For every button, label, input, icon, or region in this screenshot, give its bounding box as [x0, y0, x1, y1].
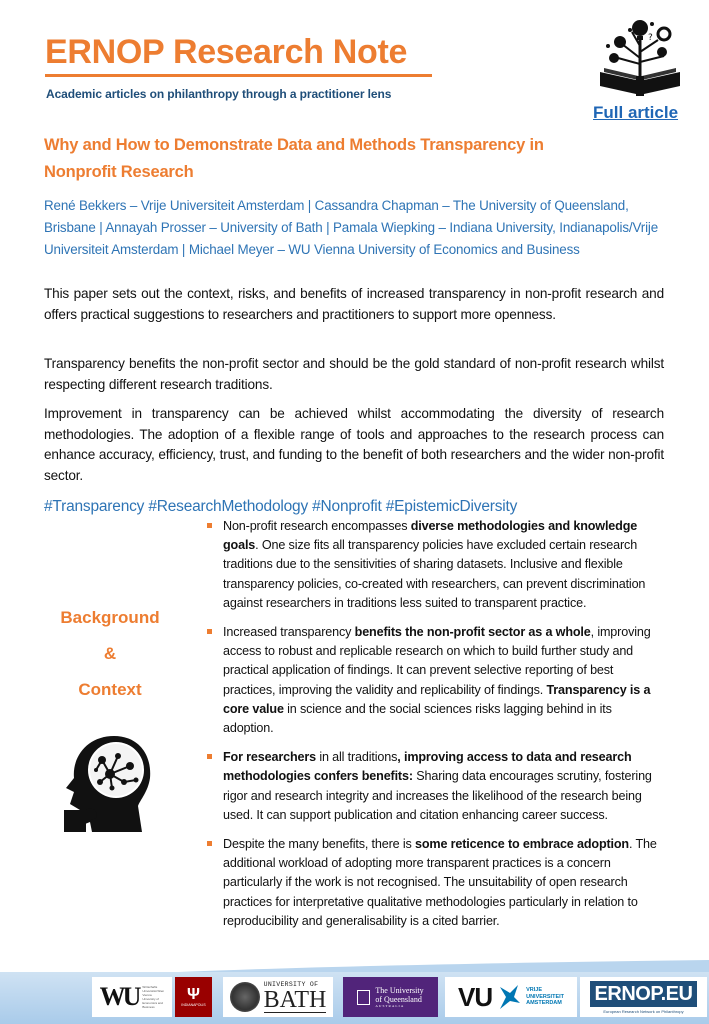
full-article-link[interactable]: Full article	[593, 103, 679, 122]
article-authors: René Bekkers – Vrije Universiteit Amsterdam | Cassandra Chapman – The University of Queensland, Brisbane | Annayah Prosser – University of Bath | Pamala Wiepking – Indiana University, Indianapolis/Vrije Universiteit Amsterdam | Michael Meyer – WU Vienna University of Economics and Business	[44, 198, 659, 257]
partner-logo-queensland[interactable]: The University of Queensland AUSTRALIA	[343, 977, 438, 1017]
article-title: Why and How to Demonstrate Data and Methods Transparency in Nonprofit Research	[44, 136, 544, 181]
intro-paragraph: Transparency benefits the non-profit sector and should be the gold standard of non-profit research whilst respecting different research traditions.	[44, 356, 664, 392]
page-title: ERNOP Research Note	[45, 33, 408, 71]
partner-logo-bath[interactable]: UNIVERSITY OF BATH	[223, 977, 333, 1017]
svg-text:?: ?	[648, 33, 653, 43]
book-tree-of-ideas-icon	[592, 10, 688, 100]
bullet-square-icon	[207, 754, 212, 759]
bath-seal-icon	[230, 982, 260, 1012]
bullet-square-icon	[207, 629, 212, 634]
partner-logo-indiana[interactable]: Ψ INDIANAPOLIS	[175, 977, 212, 1017]
uq-crest-icon	[357, 990, 370, 1005]
section-heading-ampersand: &	[103, 644, 117, 663]
iu-trident-icon: Ψ	[187, 986, 200, 1003]
section-heading-background: Background	[60, 608, 160, 627]
partner-logo-wu[interactable]: WU Wirtschafts Universität Wien Vienna University of Economics and Business	[92, 977, 172, 1017]
hashtags: #Transparency #ResearchMethodology #Nonprofit #EpistemicDiversity	[44, 498, 518, 515]
bullet-square-icon	[207, 523, 212, 528]
title-underline	[45, 74, 432, 77]
head-with-circuit-brain-icon	[52, 726, 164, 834]
vu-griffin-icon	[496, 983, 522, 1011]
bullet-item: For researchers in all traditions, improving access to data and research methodologies confers benefits: Sharing data encourages scrutiny, fostering rigor and research integrity and increases the likelihood of the research being used. It can support publication and citation enhancing career success.	[205, 748, 665, 825]
bullet-item: Despite the many benefits, there is some reticence to embrace adoption. The additional workload of adopting more transparent practices is a concern particularly if the work is not recognised. The unsuitability of open research practices for interpretative qualitative methodologies particularly in relation to reproducibility and generalisability is a cited barrier.	[205, 835, 665, 931]
partner-logo-vu-amsterdam[interactable]: VU VRIJE UNIVERSITEIT AMSTERDAM	[445, 977, 577, 1017]
background-bullet-list	[205, 517, 665, 941]
section-heading-context: Context	[78, 680, 142, 699]
bullet-square-icon	[207, 841, 212, 846]
partner-logo-ernop[interactable]: ERNOP.EU European Research Network on Philanthropy	[580, 977, 707, 1017]
bullet-item: Increased transparency benefits the non-profit sector as a whole, improving access to robust and replicable research on which to build further study and practical application of findings. It can prevent selective reporting of best practices, improving the validity and replicability of findings. Transparency is a core value in science and the social sciences risks lagging behind in its adoption.	[205, 623, 665, 738]
page-subtitle: Academic articles on philanthropy through a practitioner lens	[46, 87, 392, 101]
bullet-item: Non-profit research encompasses diverse methodologies and knowledge goals. One size fits all transparency policies have excluded certain research traditions due to the sensitivities of sharing datasets. Inclusive and flexible transparency policies, co-created with researchers, can prevent discrimination against researchers in traditions less suited to transparent practice.	[205, 517, 665, 613]
intro-paragraph: This paper sets out the context, risks, and benefits of increased transparency in non-profit research and offers practical suggestions to researchers and practitioners to support more openness.	[44, 286, 664, 322]
intro-paragraph: Improvement in transparency can be achieved whilst accommodating the diversity of research methodologies. The adoption of a flexible range of tools and approaches to the research process can enhance accuracy, efficiency, trust, and funding to the benefit of both researchers and the wider non-profit sector.	[44, 406, 664, 483]
